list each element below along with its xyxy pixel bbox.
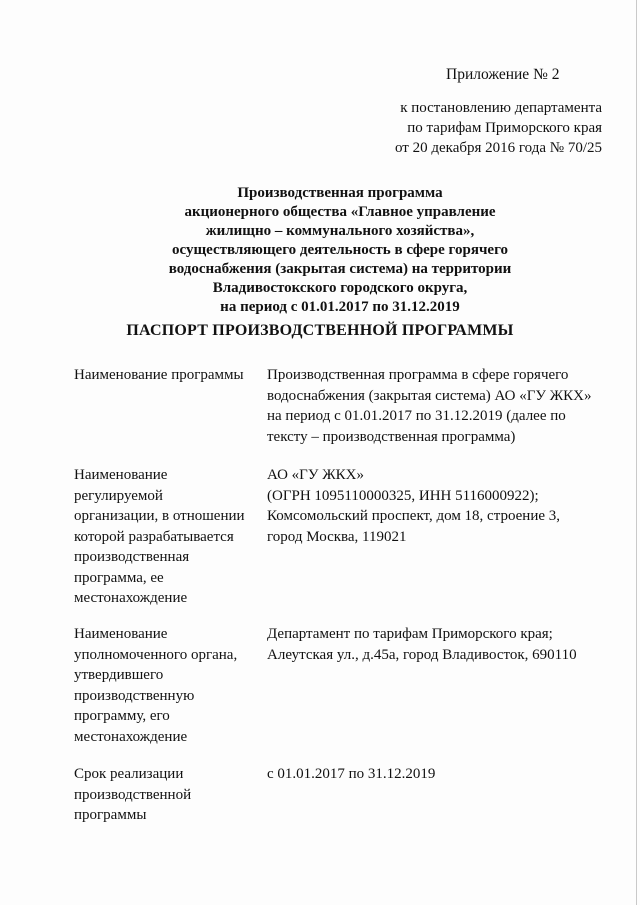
label-line: Наименование: [74, 467, 168, 483]
label-line: производственной: [74, 786, 192, 803]
label-line: программа, ее: [74, 569, 164, 586]
label-line: регулируемой: [74, 487, 163, 504]
heading-line: осуществляющего деятельность в сфере горячего: [171, 242, 509, 258]
value-line: Алеутская ул., д.45а, город Владивосток, 690110: [267, 646, 577, 663]
heading-line: Владивостокского городского округа,: [212, 280, 468, 296]
reference-line: по тарифам Приморского края: [407, 120, 602, 136]
heading-line: акционерного общества «Главное управление: [184, 204, 496, 220]
label-line: которой разрабатывается: [74, 528, 234, 545]
value-line: водоснабжения (закрытая система) АО «ГУ ЖКХ»: [267, 387, 592, 404]
heading-line: Производственная программа: [237, 185, 443, 201]
passport-title: ПАСПОРТ ПРОИЗВОДСТВЕННОЙ ПРОГРАММЫ: [126, 322, 514, 339]
row-value: [267, 624, 607, 665]
row-label: [74, 624, 254, 747]
value-line: на период с 01.01.2017 по 31.12.2019 (далее по: [267, 408, 566, 424]
value-line: с 01.01.2017 по 31.12.2019: [267, 766, 436, 782]
scan-edge-line: [636, 0, 637, 905]
label-line: Срок реализации: [74, 766, 184, 782]
label-line: производственную: [74, 687, 195, 704]
heading-line: жилищно – коммунального хозяйства»,: [205, 223, 475, 239]
label-line: производственная: [74, 549, 190, 565]
value-line: Комсомольский проспект, дом 18, строение 3,: [267, 508, 561, 524]
value-line: (ОГРН 1095110000325, ИНН 5116000922);: [267, 487, 539, 504]
label-line: местонахождение: [74, 728, 188, 745]
row-label: [74, 764, 254, 826]
value-line: город Москва, 119021: [267, 528, 407, 545]
reference-line: от 20 декабря 2016 года № 70/25: [394, 140, 602, 156]
label-line: местонахождение: [74, 590, 188, 606]
row-label: [74, 365, 254, 386]
row-value: [267, 764, 607, 785]
row-value: [267, 465, 607, 547]
label-line: утвердившего: [74, 667, 164, 683]
value-line: Департамент по тарифам Приморского края;: [267, 626, 553, 642]
row-value: [267, 365, 607, 447]
row-label: [74, 465, 254, 609]
value-line: Производственная программа в сфере горячего: [267, 367, 569, 383]
appendix-reference: [395, 98, 602, 158]
program-heading: [110, 184, 570, 317]
label-line: организации, в отношении: [74, 508, 245, 524]
label-line: программу, его: [74, 708, 170, 724]
label-line: Наименование программы: [74, 367, 244, 383]
label-line: уполномоченного органа,: [74, 646, 238, 663]
reference-line: к постановлению департамента: [400, 100, 602, 116]
label-line: Наименование: [74, 626, 168, 642]
label-line: программы: [74, 807, 147, 823]
heading-line: на период с 01.01.2017 по 31.12.2019: [220, 299, 460, 315]
value-line: АО «ГУ ЖКХ»: [267, 467, 364, 483]
heading-line: водоснабжения (закрытая система) на территории: [168, 261, 512, 277]
appendix-title: Приложение № 2: [446, 66, 560, 83]
value-line: тексту – производственная программа): [267, 428, 516, 445]
